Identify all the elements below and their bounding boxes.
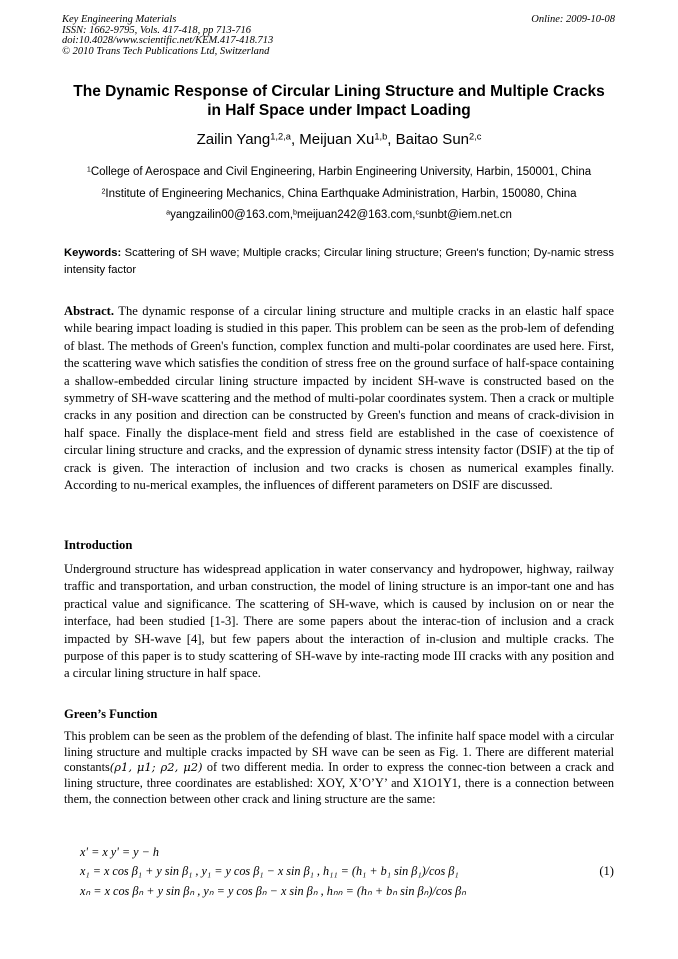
doi-line: doi:10.4028/www.scientific.net/KEM.417-418.713 [62,35,274,46]
journal-header [62,15,273,57]
issn-line: ISSN: 1662-9795, Vols. 417-418, pp 713-716 [62,24,251,36]
material-constants: (ρ1, μ1; ρ2, μ2) [109,760,203,775]
equation-line-2: x₁ = x cos β₁ + y sin β₁ , y₁ = y cos β₁ − x sin β₁ , h₁₁ = (h₁ + b₁ sin β₁)/cos β₁ [80,864,459,878]
affiliation-mark: 1 [86,165,91,174]
abstract-text: The dynamic response of a circular lining structure and multiple cracks in an elastic half space while bearing impact loading is studied in this paper. This problem can be seen as the prob-lem of defending of blast. The methods of Green's function, complex function and multi-polar coordinates are used here. First, the scattering wave which satisfies the condition of stress free on the ground surface of half-space containing a shallow-embedded circular lining structure impacted by incident SH-wave is constructed based on the symmetry of SH-wave scattering and the method of multi-polar coordinates system. Then a crack or multiple cracks in any position and direction can be constructed by Green's function and means of crack-division in half space. Finally the displace-ment field and stress field are established in the case of coexistence of circular lining structure and cracks, and the expression of dynamic stress intensity factor (DSIF) at the tip of crack is given. The interaction of inclusion and two cracks is chosen as numerical examples finally. According to nu-merical examples, the influences of different parameters on DSIF are discussed. [64,304,614,493]
title-line-2: in Half Space under Impact Loading [207,102,471,119]
journal-name: Key Engineering Materials [62,14,177,25]
email-address: yangzailin00@163.com, [170,209,294,221]
email-address: sunbt@iem.net.cn [419,209,512,221]
author-affiliation-mark: 2,c [469,131,482,142]
introduction-heading: Introduction [64,538,133,552]
email-line [0,208,678,222]
equation-line-3: xₙ = x cos βₙ + y sin βₙ , yₙ = y cos βₙ − x sin βₙ , hₙₙ = (hₙ + bₙ sin βₙ)/cos βₙ [80,884,467,898]
author-separator: , [387,131,396,148]
author-list [0,131,678,149]
online-date: Online: 2009-10-08 [531,14,615,25]
greens-function-paragraph [64,729,614,808]
equation-line-1: x' = x y' = y − h [80,845,159,859]
affiliation-1 [0,165,678,179]
author-affiliation-mark: 1,b [374,131,388,142]
title-line-1: The Dynamic Response of Circular Lining Structure and Multiple Cracks [73,83,605,100]
keywords [64,245,614,279]
affiliation-mark: 2 [101,187,106,196]
author-name: Zailin Yang [196,131,271,148]
greens-text-part-1: This problem can be seen as the problem of the defending of blast. The infinite half space model with a circular lining structure and multiple cracks impacted by SH wave can be seen as Fig. 1. There are different material constants [64,729,614,775]
email-mark: c [415,208,419,217]
equation-number: (1) [599,864,614,878]
keywords-text: Scattering of SH wave; Multiple cracks; Circular lining structure; Green's function; Dy-namic stress intensity factor [64,247,614,276]
keywords-label: Keywords: [64,247,122,259]
abstract [64,303,614,494]
affiliation-text: College of Aerospace and Civil Engineering, Harbin Engineering University, Harbin, 150001, China [90,166,592,178]
email-mark: b [293,208,297,217]
abstract-label: Abstract. [64,304,115,318]
greens-function-heading: Green’s Function [64,707,158,721]
author-name: Meijuan Xu [299,131,375,148]
affiliation-2 [0,187,678,201]
author-affiliation-mark: 1,2,a [270,131,291,142]
affiliation-text: Institute of Engineering Mechanics, China Earthquake Administration, Harbin, 150080, China [105,188,577,200]
author-name: Baitao Sun [395,131,469,148]
copyright-line: © 2010 Trans Tech Publications Ltd, Switzerland [62,45,270,57]
author-separator: , [290,131,300,148]
email-mark: a [166,208,171,217]
email-address: meijuan242@163.com, [297,209,416,221]
greens-text-part-2: of two different media. In order to express the connec-tion between a crack and lining structure, three coordinates are established: XOY, X’O’Y’ and X1O1Y1, there is a connection between them, the connection between other crack and lining structure are the same: [64,760,614,806]
introduction-paragraph: Underground structure has widespread application in water conservancy and hydropower, highway, railway traffic and transportation, and urban construction, the model of lining structure is an impor-tant one and has practical value and significance. The scattering of SH-wave, which is caused by inclusion on or near the interface, had been studied [1-3]. There are some papers about the interac-tion of inclusion and a crack impacted by SH-wave [4], but few papers about the interaction of in-clusion and multiple cracks. The purpose of this paper is to study scattering of SH-wave by inte-racting mode III cracks with any position and a circular lining structure in half space. [64,562,614,681]
paper-title [50,82,628,120]
